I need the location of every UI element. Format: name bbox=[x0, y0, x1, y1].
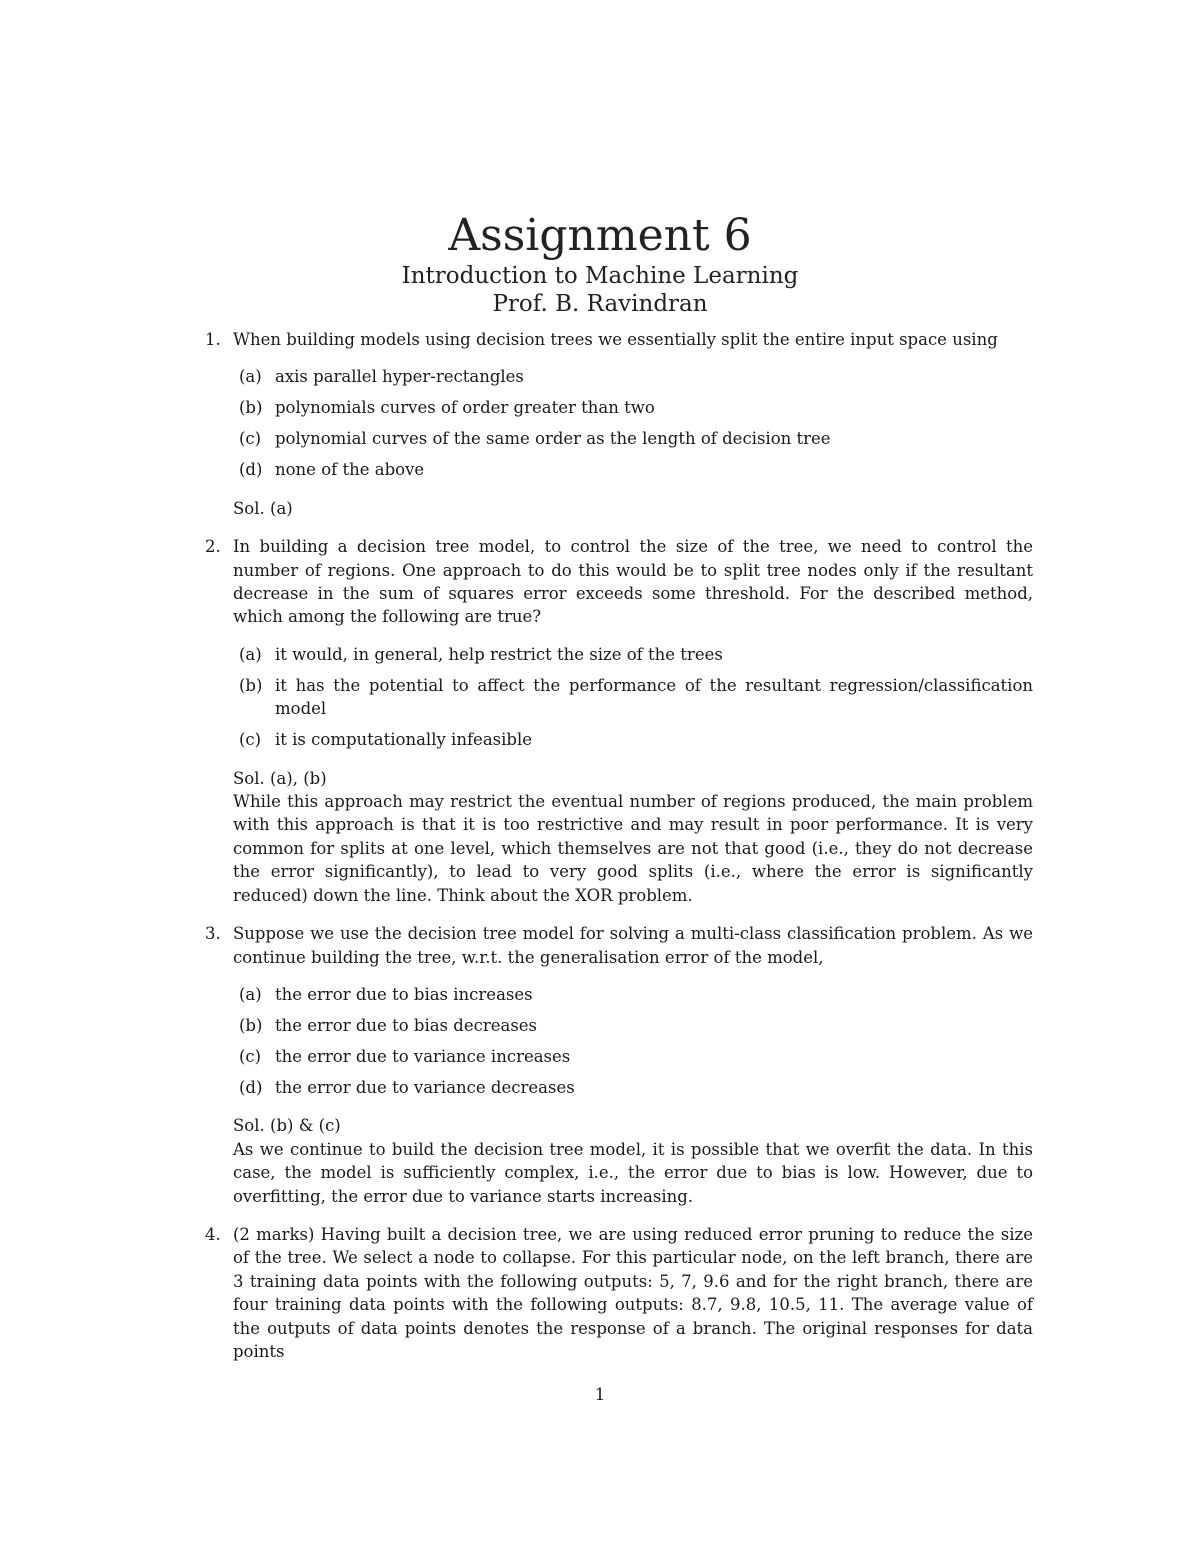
solution-label: Sol. bbox=[233, 768, 265, 788]
question-3 bbox=[205, 922, 1033, 1208]
option-label: (d) bbox=[239, 460, 263, 480]
option-label: (c) bbox=[239, 429, 262, 449]
option-text: the error due to variance decreases bbox=[275, 1077, 575, 1097]
solution-explanation: As we continue to build the decision tree model, it is possible that we overfit the data. In this case, the model is sufficiently complex, i.e., the error due to bias is low. However, due to overfitting, the error due to variance starts increasing. bbox=[233, 1139, 1033, 1206]
option-text: the error due to bias increases bbox=[275, 984, 533, 1004]
solution-answer: (a) bbox=[270, 498, 293, 518]
option-c bbox=[233, 728, 1033, 751]
page-number: 1 bbox=[594, 1385, 606, 1404]
option-c bbox=[233, 427, 1033, 450]
course-name: Introduction to Machine Learning bbox=[401, 263, 799, 289]
option-label: (b) bbox=[239, 398, 263, 418]
option-list bbox=[233, 983, 1033, 1099]
option-list bbox=[233, 365, 1033, 481]
question-number: 1. bbox=[205, 330, 221, 349]
option-b bbox=[233, 674, 1033, 721]
option-label: (b) bbox=[239, 1015, 263, 1035]
solution bbox=[233, 497, 1033, 520]
option-a bbox=[233, 365, 1033, 388]
option-label: (a) bbox=[239, 984, 262, 1004]
question-number: 2. bbox=[205, 537, 221, 557]
option-text: the error due to variance increases bbox=[275, 1046, 571, 1066]
question-text: When building models using decision trees we essentially split the entire input space using bbox=[233, 330, 998, 349]
option-label: (a) bbox=[239, 367, 262, 387]
option-text: it is computationally infeasible bbox=[275, 730, 533, 750]
option-a bbox=[233, 983, 1033, 1006]
question-text: (2 marks) Having built a decision tree, we are using reduced error pruning to reduce the size of the tree. We select a node to collapse. For this particular node, on the left branch, there are 3 training data points with the following outputs: 5, 7, 9.6 and for the right branch, there are four training data points with the following outputs: 8.7, 9.8, 10.5, 11. The average value of the outputs of data points denotes the response of a branch. The original responses for data points bbox=[233, 1224, 1033, 1361]
option-text: the error due to bias decreases bbox=[275, 1015, 538, 1035]
option-label: (c) bbox=[239, 730, 262, 750]
option-label: (c) bbox=[239, 1046, 262, 1066]
document-header bbox=[0, 210, 1200, 318]
question-text: Suppose we use the decision tree model for solving a multi-class classification problem. As we continue building the tree, w.r.t. the generalisation error of the model, bbox=[233, 924, 1033, 967]
solution bbox=[233, 1114, 1033, 1137]
solution-label: Sol. bbox=[233, 498, 265, 518]
solution-answer: (a), (b) bbox=[270, 768, 327, 788]
question-list bbox=[205, 328, 1033, 1363]
author-name: Prof. B. Ravindran bbox=[492, 291, 708, 317]
option-label: (a) bbox=[239, 644, 262, 664]
question-1 bbox=[205, 328, 1033, 520]
option-label: (b) bbox=[239, 675, 263, 695]
option-text: it would, in general, help restrict the size of the trees bbox=[275, 644, 723, 664]
question-number: 4. bbox=[205, 1224, 221, 1244]
question-number: 3. bbox=[205, 924, 221, 944]
question-4 bbox=[205, 1223, 1033, 1363]
solution-label: Sol. bbox=[233, 1116, 265, 1136]
option-text: polynomial curves of the same order as the length of decision tree bbox=[275, 429, 831, 449]
option-d bbox=[233, 458, 1033, 481]
option-b bbox=[233, 396, 1033, 419]
document-title: Assignment 6 bbox=[448, 210, 752, 261]
option-list bbox=[233, 643, 1033, 752]
option-text: polynomials curves of order greater than two bbox=[275, 398, 655, 418]
option-text: axis parallel hyper-rectangles bbox=[275, 367, 524, 387]
option-c bbox=[233, 1045, 1033, 1068]
option-text: none of the above bbox=[275, 460, 425, 480]
option-label: (d) bbox=[239, 1077, 263, 1097]
solution-explanation: While this approach may restrict the eventual number of regions produced, the main problem with this approach is that it is too restrictive and may result in poor performance. It is very common for splits at one level, which themselves are not that good (i.e., they do not decrease the error significantly), to lead to very good splits (i.e., where the error is significantly reduced) down the line. Think about the XOR problem. bbox=[233, 792, 1033, 905]
option-d bbox=[233, 1076, 1033, 1099]
option-a bbox=[233, 643, 1033, 666]
option-b bbox=[233, 1014, 1033, 1037]
option-text: it has the potential to affect the performance of the resultant regression/classification model bbox=[275, 675, 1033, 719]
solution bbox=[233, 767, 1033, 790]
solution-answer: (b) & (c) bbox=[270, 1116, 341, 1136]
question-text: In building a decision tree model, to control the size of the tree, we need to control the number of regions. One approach to do this would be to split tree nodes only if the resultant decrease in the sum of squares error exceeds some threshold. For the described method, which among the following are true? bbox=[233, 537, 1033, 627]
question-2 bbox=[205, 535, 1033, 907]
